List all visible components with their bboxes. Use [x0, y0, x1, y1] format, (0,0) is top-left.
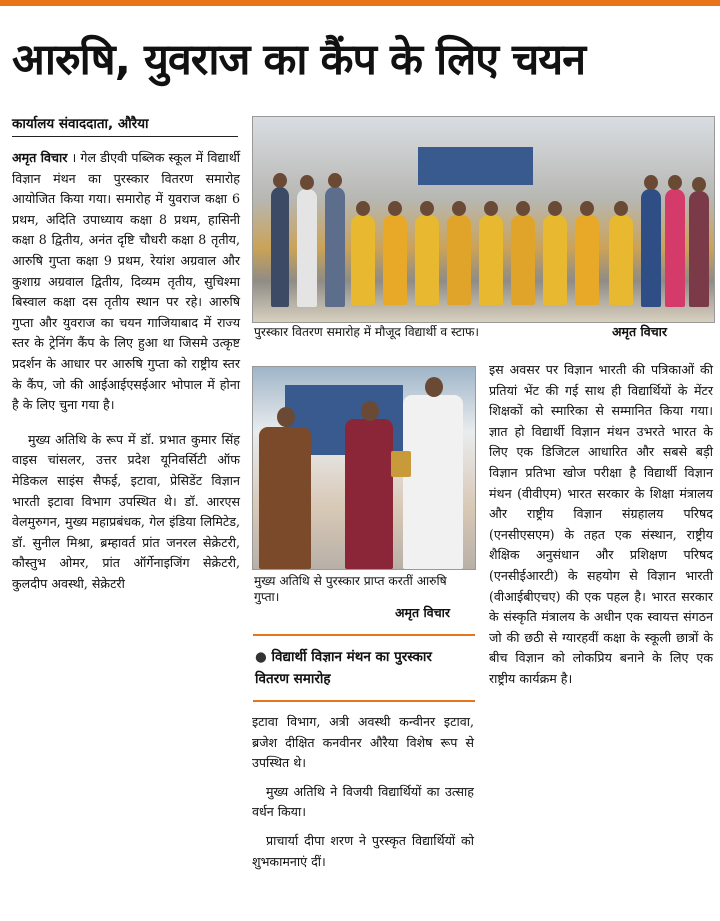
photo-figure [351, 215, 375, 305]
photo-head [425, 377, 443, 397]
photo-head [548, 201, 562, 216]
subheading [255, 646, 470, 690]
article-paragraph: प्राचार्या दीपा शरण ने पुरस्कृत विद्यार्थियों को शुभकामनाएं दीं। [252, 832, 474, 869]
photo-head [361, 401, 379, 421]
divider-rule [253, 700, 475, 702]
photo-head [328, 173, 342, 188]
award-plaque [391, 451, 411, 477]
byline: कार्यालय संवाददाता, औरैया [12, 114, 238, 137]
article-paragraph: मुख्य अतिथि ने विजयी विद्यार्थियों का उत्साह वर्धन किया। [252, 783, 474, 820]
photo-figure [447, 215, 471, 305]
divider-rule [253, 634, 475, 636]
article-column-3 [489, 360, 713, 690]
headline: आरुषि, युवराज का कैंप के लिए चयन [12, 35, 586, 85]
photo-caption: पुरस्कार वितरण समारोह में मौजूद विद्यार्थी व स्टाफ। [254, 325, 480, 339]
photo-credit: अमृत विचार [612, 324, 667, 339]
photo-figure [383, 215, 407, 305]
subheading-text: विद्यार्थी विज्ञान मंथन का पुरस्कार वितरण समारोह [255, 649, 432, 687]
article-paragraph [12, 148, 240, 416]
photo-head [516, 201, 530, 216]
group-photo [252, 116, 715, 323]
article-column-2 [252, 712, 474, 872]
photo-head [277, 407, 295, 427]
photo-figure [511, 215, 535, 305]
photo-head [484, 201, 498, 216]
photo-head [388, 201, 402, 216]
photo-figure [665, 189, 685, 307]
photo-figure [259, 427, 311, 569]
photo-figure [641, 189, 661, 307]
photo-figure [575, 215, 599, 305]
photo-head [644, 175, 658, 190]
paragraph-text: । गेल डीएवी पब्लिक स्कूल में विद्यार्थी विज्ञान मंथन का पुरस्कार वितरण समारोह आयोजित किया गया। समारोह में युवराज कक्षा 6 प्रथम, अदिति उपाध्याय कक्षा 8 प्रथम, हासिनी कक्षा 8 द्वितीय, अनंत दृष्टि चौधरी कक्षा 8 तृतीय, आरुषि गुप्ता कक्षा 9 प्रथम, रेयांश अग्रवाल और कुशाग्र अग्रवाल द्वितीय, दिव्यम तृतीय, सुचिश्मा बिस्वाल कक्षा दस तृतीय स्थान पर रहे। आरुषि गुप्ता और युवराज का चयन गाजियाबाद में राज्य स्तर के ट्रेनिंग कैंप के लिए हुआ था जिसमे उत्कृष्ट प्रदर्शन के आधार पर आरुषि गुप्ता को राष्ट्रीय स्तर के कैंप, जो की आईआईएसईआर भोपाल में होना है के लिए चुना गया है। [12, 150, 241, 413]
photo-head [420, 201, 434, 216]
photo-figure [415, 215, 439, 305]
photo-figure [271, 187, 289, 307]
photo-head [356, 201, 370, 216]
photo-figure [403, 395, 463, 569]
photo-head [614, 201, 628, 216]
photo-head [273, 173, 287, 188]
top-accent-bar [0, 0, 720, 6]
photo-figure [297, 189, 317, 307]
article-paragraph: इटावा विभाग, अत्री अवस्थी कन्वीनर इटावा, ब्रजेश दीक्षित कनवीनर औरैया विशेष रूप से उपस्थित थे। [252, 714, 474, 771]
article-paragraph: मुख्य अतिथि के रूप में डॉ. प्रभात कुमार सिंह वाइस चांसलर, उत्तर प्रदेश यूनिवर्सिटी ऑफ मेडिकल साइंस सैफई, इटावा, प्रेसिडेंट विज्ञान भारती इटावा विभाग उपस्थित थे। डॉ. आरएस वेलमुरुगन, मुख्य महाप्रबंधक, गेल इंडिया लिमिटेड, डॉ. सुनील मिश्रा, ब्रम्हावर्त प्रांत जनरल सेक्रेटरी, कौस्तुभ ओमर, प्रांत ऑर्गेनाइजिंग सेक्रेटरी, कुलदीप अवस्थी, सेक्रेटरी [12, 431, 240, 591]
article-column-1 [12, 148, 240, 594]
photo-head [692, 177, 706, 192]
stage-banner [418, 147, 533, 185]
photo-figure [609, 215, 633, 305]
photo-credit: अमृत विचार [395, 605, 450, 620]
photo-figure [325, 187, 345, 307]
photo-head [580, 201, 594, 216]
photo-head [668, 175, 682, 190]
award-photo [252, 366, 476, 570]
dateline-lead: अमृत विचार [12, 150, 68, 165]
photo-figure [345, 419, 393, 569]
photo-head [300, 175, 314, 190]
photo-figure [479, 215, 503, 305]
bullet-icon: ● [255, 649, 267, 665]
photo-figure [543, 215, 567, 305]
photo-head [452, 201, 466, 216]
article-paragraph: इस अवसर पर विज्ञान भारती की पत्रिकाओं की प्रतियां भेंट की गई साथ ही विद्यार्थियों के मेंटर शिक्षकों को स्मारिका से सम्मानित किया गया। ज्ञात हो विद्यार्थी विज्ञान मंथन उभरते भारत के लिए एक डिजिटल आधारित और सबसे बड़ी विज्ञान प्रतिभा खोज परीक्षा है विद्यार्थी विज्ञान मंथन (वीवीएम) भारत सरकार के शिक्षा मंत्रालय और राष्ट्रीय विज्ञान संग्रहालय परिषद (एनसीएसएम) के तहत एक संस्थान, राष्ट्रीय शैक्षिक अनुसंधान और प्रशिक्षण परिषद (एनसीईआरटी) के सहयोग से विज्ञान भारती (वीआईबीएचए) की एक पहल है। भारत सरकार के संस्कृति मंत्रालय के अधीन एक स्वायत्त संगठन जो की छठी से ग्यारहवीं कक्षा के स्कूली छात्रों के बीच विज्ञान को लोकप्रिय बनाने के लिए एक राष्ट्रीय कार्यक्रम है। [489, 362, 713, 686]
photo-figure [689, 191, 709, 307]
photo-caption: मुख्य अतिथि से पुरस्कार प्राप्त करतीं आरुषि गुप्ता। [254, 574, 447, 604]
